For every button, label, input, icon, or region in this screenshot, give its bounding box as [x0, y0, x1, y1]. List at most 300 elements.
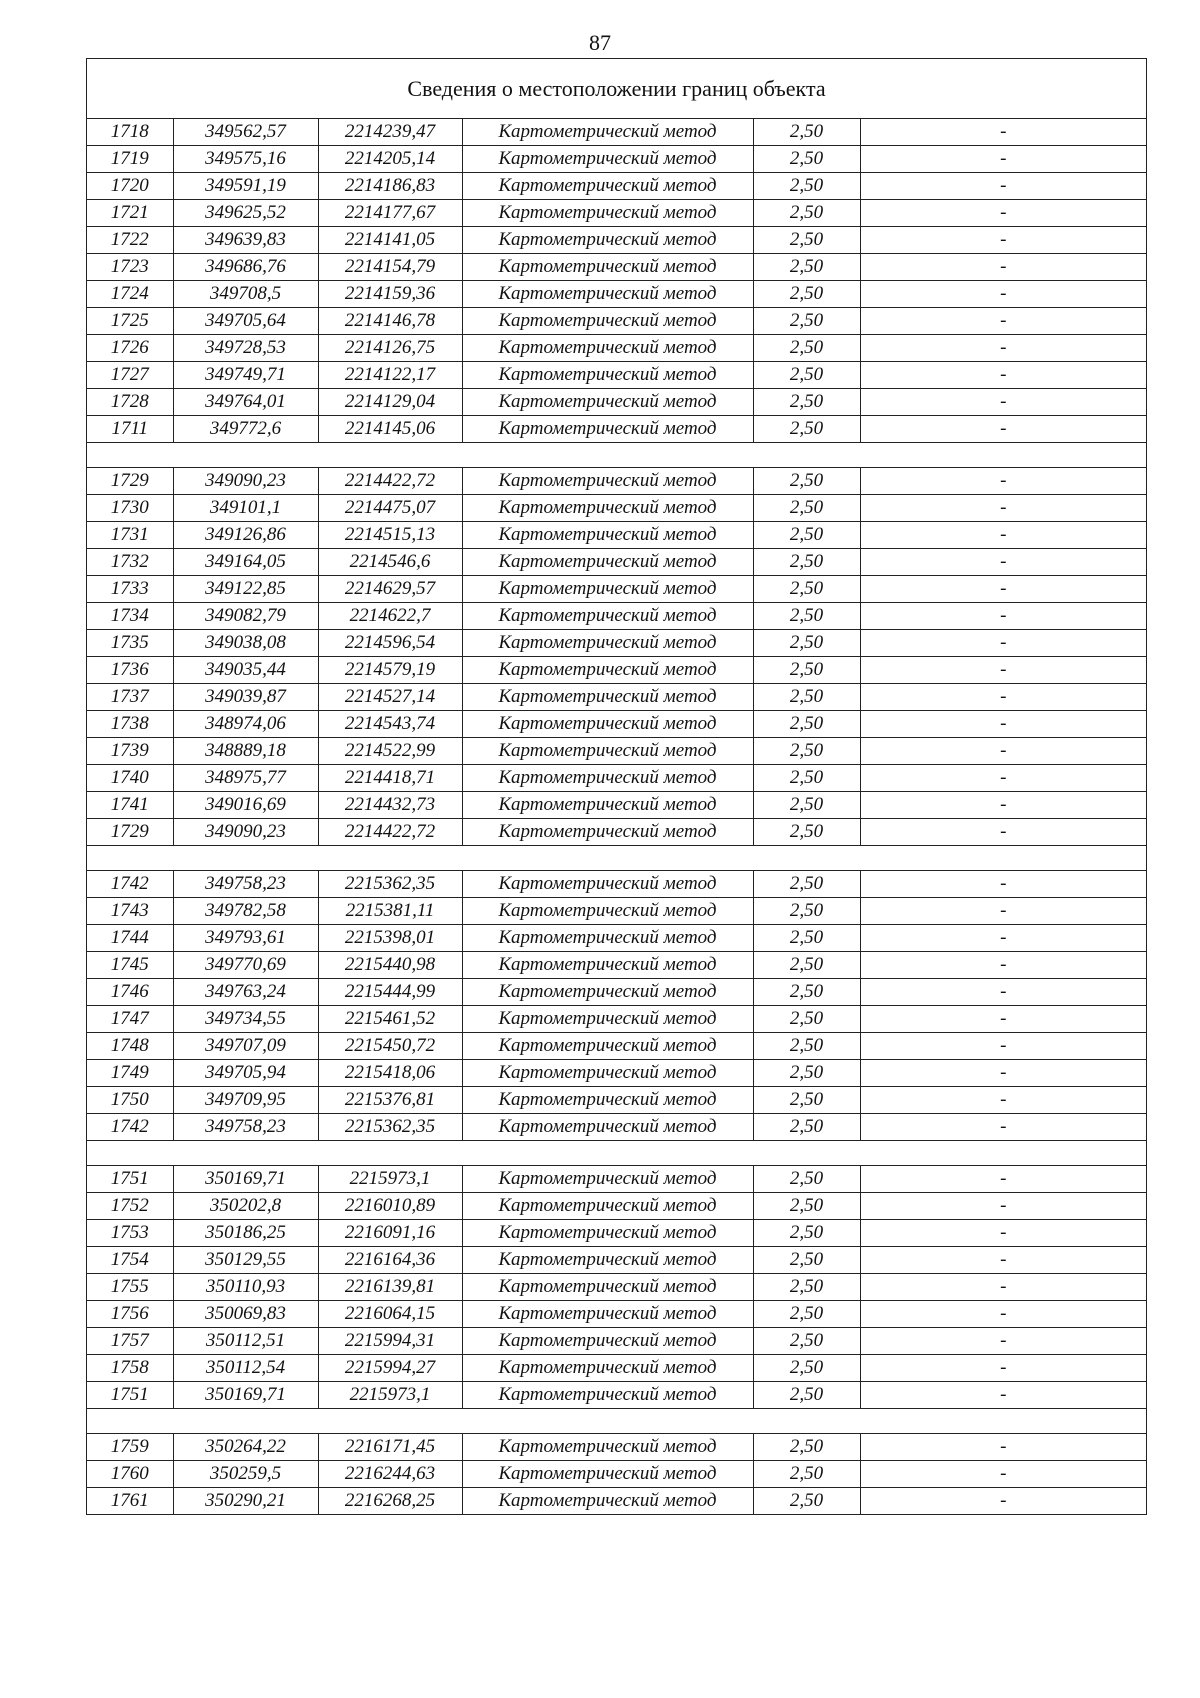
y-coordinate-cell: 2214239,47	[318, 119, 462, 146]
description-cell: -	[860, 119, 1146, 146]
x-coordinate-cell: 349749,71	[173, 362, 318, 389]
accuracy-cell: 2,50	[753, 871, 860, 898]
x-coordinate-cell: 349709,95	[173, 1087, 318, 1114]
accuracy-cell: 2,50	[753, 1193, 860, 1220]
description-cell: -	[860, 1355, 1146, 1382]
description-cell: -	[860, 1328, 1146, 1355]
accuracy-cell: 2,50	[753, 630, 860, 657]
x-coordinate-cell: 349016,69	[173, 792, 318, 819]
y-coordinate-cell: 2216064,15	[318, 1301, 462, 1328]
table-row	[87, 549, 1146, 576]
description-cell: -	[860, 416, 1146, 443]
method-cell: Картометрический метод	[462, 200, 753, 227]
point-number-cell: 1749	[87, 1060, 173, 1087]
x-coordinate-cell: 349782,58	[173, 898, 318, 925]
accuracy-cell: 2,50	[753, 281, 860, 308]
method-cell: Картометрический метод	[462, 146, 753, 173]
description-cell: -	[860, 468, 1146, 495]
table-row	[87, 227, 1146, 254]
description-cell: -	[860, 952, 1146, 979]
x-coordinate-cell: 349772,6	[173, 416, 318, 443]
accuracy-cell: 2,50	[753, 1328, 860, 1355]
section-separator-row	[87, 443, 1146, 468]
method-cell: Картометрический метод	[462, 684, 753, 711]
point-number-cell: 1737	[87, 684, 173, 711]
table-row	[87, 1060, 1146, 1087]
point-number-cell: 1721	[87, 200, 173, 227]
description-cell: -	[860, 1060, 1146, 1087]
y-coordinate-cell: 2214522,99	[318, 738, 462, 765]
accuracy-cell: 2,50	[753, 1220, 860, 1247]
y-coordinate-cell: 2215418,06	[318, 1060, 462, 1087]
table-row	[87, 416, 1146, 443]
table-row	[87, 389, 1146, 416]
description-cell: -	[860, 792, 1146, 819]
separator-cell	[87, 1141, 1146, 1166]
x-coordinate-cell: 348975,77	[173, 765, 318, 792]
description-cell: -	[860, 522, 1146, 549]
method-cell: Картометрический метод	[462, 1220, 753, 1247]
description-cell: -	[860, 1301, 1146, 1328]
method-cell: Картометрический метод	[462, 1274, 753, 1301]
y-coordinate-cell: 2215461,52	[318, 1006, 462, 1033]
description-cell: -	[860, 1488, 1146, 1515]
y-coordinate-cell: 2215450,72	[318, 1033, 462, 1060]
x-coordinate-cell: 349708,5	[173, 281, 318, 308]
y-coordinate-cell: 2215398,01	[318, 925, 462, 952]
section-separator-row	[87, 846, 1146, 871]
point-number-cell: 1738	[87, 711, 173, 738]
point-number-cell: 1722	[87, 227, 173, 254]
x-coordinate-cell: 349639,83	[173, 227, 318, 254]
y-coordinate-cell: 2214126,75	[318, 335, 462, 362]
y-coordinate-cell: 2216139,81	[318, 1274, 462, 1301]
x-coordinate-cell: 349039,87	[173, 684, 318, 711]
description-cell: -	[860, 871, 1146, 898]
x-coordinate-cell: 350069,83	[173, 1301, 318, 1328]
point-number-cell: 1753	[87, 1220, 173, 1247]
point-number-cell: 1746	[87, 979, 173, 1006]
method-cell: Картометрический метод	[462, 1166, 753, 1193]
method-cell: Картометрический метод	[462, 549, 753, 576]
point-number-cell: 1718	[87, 119, 173, 146]
accuracy-cell: 2,50	[753, 389, 860, 416]
table-row	[87, 603, 1146, 630]
x-coordinate-cell: 350186,25	[173, 1220, 318, 1247]
coordinates-table-body	[87, 119, 1146, 1515]
y-coordinate-cell: 2214515,13	[318, 522, 462, 549]
table-title: Сведения о местоположении границ объекта	[87, 59, 1146, 119]
x-coordinate-cell: 349686,76	[173, 254, 318, 281]
accuracy-cell: 2,50	[753, 1382, 860, 1409]
accuracy-cell: 2,50	[753, 1488, 860, 1515]
description-cell: -	[860, 898, 1146, 925]
boundary-table-frame	[86, 58, 1147, 1515]
x-coordinate-cell: 350112,51	[173, 1328, 318, 1355]
y-coordinate-cell: 2214205,14	[318, 146, 462, 173]
y-coordinate-cell: 2214129,04	[318, 389, 462, 416]
accuracy-cell: 2,50	[753, 468, 860, 495]
method-cell: Картометрический метод	[462, 979, 753, 1006]
table-row	[87, 819, 1146, 846]
x-coordinate-cell: 349758,23	[173, 871, 318, 898]
method-cell: Картометрический метод	[462, 335, 753, 362]
description-cell: -	[860, 1461, 1146, 1488]
method-cell: Картометрический метод	[462, 952, 753, 979]
method-cell: Картометрический метод	[462, 495, 753, 522]
accuracy-cell: 2,50	[753, 738, 860, 765]
point-number-cell: 1745	[87, 952, 173, 979]
accuracy-cell: 2,50	[753, 1033, 860, 1060]
table-row	[87, 1382, 1146, 1409]
table-row	[87, 1301, 1146, 1328]
x-coordinate-cell: 349035,44	[173, 657, 318, 684]
point-number-cell: 1734	[87, 603, 173, 630]
table-row	[87, 1461, 1146, 1488]
accuracy-cell: 2,50	[753, 119, 860, 146]
description-cell: -	[860, 576, 1146, 603]
table-row	[87, 952, 1146, 979]
description-cell: -	[860, 1193, 1146, 1220]
table-row	[87, 200, 1146, 227]
accuracy-cell: 2,50	[753, 898, 860, 925]
method-cell: Картометрический метод	[462, 1328, 753, 1355]
accuracy-cell: 2,50	[753, 522, 860, 549]
point-number-cell: 1729	[87, 819, 173, 846]
accuracy-cell: 2,50	[753, 1247, 860, 1274]
x-coordinate-cell: 349591,19	[173, 173, 318, 200]
page-number: 87	[589, 30, 611, 55]
table-row	[87, 765, 1146, 792]
x-coordinate-cell: 349764,01	[173, 389, 318, 416]
x-coordinate-cell: 349728,53	[173, 335, 318, 362]
description-cell: -	[860, 308, 1146, 335]
description-cell: -	[860, 1166, 1146, 1193]
table-row	[87, 979, 1146, 1006]
method-cell: Картометрический метод	[462, 576, 753, 603]
description-cell: -	[860, 389, 1146, 416]
point-number-cell: 1759	[87, 1434, 173, 1461]
method-cell: Картометрический метод	[462, 254, 753, 281]
table-row	[87, 335, 1146, 362]
x-coordinate-cell: 349758,23	[173, 1114, 318, 1141]
accuracy-cell: 2,50	[753, 603, 860, 630]
method-cell: Картометрический метод	[462, 1355, 753, 1382]
section-separator-row	[87, 1409, 1146, 1434]
point-number-cell: 1720	[87, 173, 173, 200]
table-row	[87, 254, 1146, 281]
y-coordinate-cell: 2215444,99	[318, 979, 462, 1006]
table-row	[87, 522, 1146, 549]
point-number-cell: 1732	[87, 549, 173, 576]
y-coordinate-cell: 2215994,31	[318, 1328, 462, 1355]
y-coordinate-cell: 2214527,14	[318, 684, 462, 711]
method-cell: Картометрический метод	[462, 898, 753, 925]
separator-cell	[87, 443, 1146, 468]
method-cell: Картометрический метод	[462, 711, 753, 738]
description-cell: -	[860, 1220, 1146, 1247]
method-cell: Картометрический метод	[462, 603, 753, 630]
table-row	[87, 657, 1146, 684]
x-coordinate-cell: 349770,69	[173, 952, 318, 979]
description-cell: -	[860, 281, 1146, 308]
method-cell: Картометрический метод	[462, 119, 753, 146]
y-coordinate-cell: 2214629,57	[318, 576, 462, 603]
y-coordinate-cell: 2216164,36	[318, 1247, 462, 1274]
y-coordinate-cell: 2214475,07	[318, 495, 462, 522]
accuracy-cell: 2,50	[753, 1087, 860, 1114]
method-cell: Картометрический метод	[462, 389, 753, 416]
accuracy-cell: 2,50	[753, 952, 860, 979]
point-number-cell: 1761	[87, 1488, 173, 1515]
description-cell: -	[860, 819, 1146, 846]
point-number-cell: 1729	[87, 468, 173, 495]
method-cell: Картометрический метод	[462, 925, 753, 952]
x-coordinate-cell: 350259,5	[173, 1461, 318, 1488]
x-coordinate-cell: 350202,8	[173, 1193, 318, 1220]
point-number-cell: 1726	[87, 335, 173, 362]
description-cell: -	[860, 200, 1146, 227]
point-number-cell: 1748	[87, 1033, 173, 1060]
description-cell: -	[860, 254, 1146, 281]
y-coordinate-cell: 2214154,79	[318, 254, 462, 281]
method-cell: Картометрический метод	[462, 1434, 753, 1461]
point-number-cell: 1739	[87, 738, 173, 765]
description-cell: -	[860, 335, 1146, 362]
table-row	[87, 1193, 1146, 1220]
method-cell: Картометрический метод	[462, 738, 753, 765]
y-coordinate-cell: 2216244,63	[318, 1461, 462, 1488]
table-row	[87, 1488, 1146, 1515]
point-number-cell: 1750	[87, 1087, 173, 1114]
y-coordinate-cell: 2214141,05	[318, 227, 462, 254]
point-number-cell: 1751	[87, 1382, 173, 1409]
method-cell: Картометрический метод	[462, 1060, 753, 1087]
y-coordinate-cell: 2214159,36	[318, 281, 462, 308]
y-coordinate-cell: 2214177,67	[318, 200, 462, 227]
x-coordinate-cell: 349763,24	[173, 979, 318, 1006]
table-row	[87, 576, 1146, 603]
y-coordinate-cell: 2215362,35	[318, 1114, 462, 1141]
method-cell: Картометрический метод	[462, 1247, 753, 1274]
description-cell: -	[860, 1382, 1146, 1409]
table-row	[87, 1434, 1146, 1461]
point-number-cell: 1757	[87, 1328, 173, 1355]
accuracy-cell: 2,50	[753, 1166, 860, 1193]
point-number-cell: 1742	[87, 871, 173, 898]
table-row	[87, 684, 1146, 711]
method-cell: Картометрический метод	[462, 416, 753, 443]
point-number-cell: 1725	[87, 308, 173, 335]
y-coordinate-cell: 2214546,6	[318, 549, 462, 576]
accuracy-cell: 2,50	[753, 146, 860, 173]
table-row	[87, 173, 1146, 200]
method-cell: Картометрический метод	[462, 657, 753, 684]
method-cell: Картометрический метод	[462, 1461, 753, 1488]
method-cell: Картометрический метод	[462, 362, 753, 389]
description-cell: -	[860, 1114, 1146, 1141]
method-cell: Картометрический метод	[462, 468, 753, 495]
table-row	[87, 1247, 1146, 1274]
point-number-cell: 1760	[87, 1461, 173, 1488]
x-coordinate-cell: 349625,52	[173, 200, 318, 227]
x-coordinate-cell: 349705,64	[173, 308, 318, 335]
y-coordinate-cell: 2214418,71	[318, 765, 462, 792]
x-coordinate-cell: 349793,61	[173, 925, 318, 952]
description-cell: -	[860, 1274, 1146, 1301]
accuracy-cell: 2,50	[753, 1274, 860, 1301]
description-cell: -	[860, 1247, 1146, 1274]
table-row	[87, 495, 1146, 522]
point-number-cell: 1735	[87, 630, 173, 657]
method-cell: Картометрический метод	[462, 871, 753, 898]
table-row	[87, 308, 1146, 335]
accuracy-cell: 2,50	[753, 657, 860, 684]
description-cell: -	[860, 603, 1146, 630]
y-coordinate-cell: 2215381,11	[318, 898, 462, 925]
point-number-cell: 1743	[87, 898, 173, 925]
table-row	[87, 362, 1146, 389]
y-coordinate-cell: 2214422,72	[318, 468, 462, 495]
accuracy-cell: 2,50	[753, 1355, 860, 1382]
x-coordinate-cell: 349575,16	[173, 146, 318, 173]
method-cell: Картометрический метод	[462, 792, 753, 819]
table-row	[87, 711, 1146, 738]
accuracy-cell: 2,50	[753, 1006, 860, 1033]
table-row	[87, 146, 1146, 173]
y-coordinate-cell: 2215440,98	[318, 952, 462, 979]
table-row	[87, 281, 1146, 308]
accuracy-cell: 2,50	[753, 495, 860, 522]
accuracy-cell: 2,50	[753, 549, 860, 576]
accuracy-cell: 2,50	[753, 1114, 860, 1141]
accuracy-cell: 2,50	[753, 227, 860, 254]
accuracy-cell: 2,50	[753, 684, 860, 711]
y-coordinate-cell: 2214579,19	[318, 657, 462, 684]
y-coordinate-cell: 2215994,27	[318, 1355, 462, 1382]
table-row	[87, 119, 1146, 146]
description-cell: -	[860, 495, 1146, 522]
point-number-cell: 1742	[87, 1114, 173, 1141]
accuracy-cell: 2,50	[753, 308, 860, 335]
point-number-cell: 1727	[87, 362, 173, 389]
accuracy-cell: 2,50	[753, 765, 860, 792]
point-number-cell: 1723	[87, 254, 173, 281]
x-coordinate-cell: 349090,23	[173, 819, 318, 846]
accuracy-cell: 2,50	[753, 711, 860, 738]
x-coordinate-cell: 349734,55	[173, 1006, 318, 1033]
accuracy-cell: 2,50	[753, 576, 860, 603]
accuracy-cell: 2,50	[753, 925, 860, 952]
table-row	[87, 925, 1146, 952]
accuracy-cell: 2,50	[753, 335, 860, 362]
x-coordinate-cell: 348889,18	[173, 738, 318, 765]
method-cell: Картометрический метод	[462, 1488, 753, 1515]
x-coordinate-cell: 350110,93	[173, 1274, 318, 1301]
table-row	[87, 1328, 1146, 1355]
point-number-cell: 1741	[87, 792, 173, 819]
description-cell: -	[860, 1033, 1146, 1060]
table-row	[87, 871, 1146, 898]
accuracy-cell: 2,50	[753, 792, 860, 819]
accuracy-cell: 2,50	[753, 254, 860, 281]
method-cell: Картометрический метод	[462, 1087, 753, 1114]
method-cell: Картометрический метод	[462, 1193, 753, 1220]
table-row	[87, 1033, 1146, 1060]
description-cell: -	[860, 657, 1146, 684]
method-cell: Картометрический метод	[462, 1114, 753, 1141]
description-cell: -	[860, 711, 1146, 738]
description-cell: -	[860, 227, 1146, 254]
y-coordinate-cell: 2214596,54	[318, 630, 462, 657]
accuracy-cell: 2,50	[753, 416, 860, 443]
y-coordinate-cell: 2215973,1	[318, 1166, 462, 1193]
accuracy-cell: 2,50	[753, 173, 860, 200]
x-coordinate-cell: 349707,09	[173, 1033, 318, 1060]
x-coordinate-cell: 349082,79	[173, 603, 318, 630]
separator-cell	[87, 846, 1146, 871]
y-coordinate-cell: 2215362,35	[318, 871, 462, 898]
point-number-cell: 1756	[87, 1301, 173, 1328]
point-number-cell: 1719	[87, 146, 173, 173]
method-cell: Картометрический метод	[462, 630, 753, 657]
description-cell: -	[860, 1434, 1146, 1461]
method-cell: Картометрический метод	[462, 1033, 753, 1060]
point-number-cell: 1752	[87, 1193, 173, 1220]
accuracy-cell: 2,50	[753, 819, 860, 846]
y-coordinate-cell: 2214422,72	[318, 819, 462, 846]
description-cell: -	[860, 925, 1146, 952]
y-coordinate-cell: 2214432,73	[318, 792, 462, 819]
method-cell: Картометрический метод	[462, 1382, 753, 1409]
y-coordinate-cell: 2214122,17	[318, 362, 462, 389]
x-coordinate-cell: 349562,57	[173, 119, 318, 146]
x-coordinate-cell: 349126,86	[173, 522, 318, 549]
table-row	[87, 1114, 1146, 1141]
description-cell: -	[860, 362, 1146, 389]
point-number-cell: 1747	[87, 1006, 173, 1033]
accuracy-cell: 2,50	[753, 1434, 860, 1461]
y-coordinate-cell: 2215376,81	[318, 1087, 462, 1114]
x-coordinate-cell: 350129,55	[173, 1247, 318, 1274]
section-separator-row	[87, 1141, 1146, 1166]
point-number-cell: 1751	[87, 1166, 173, 1193]
point-number-cell: 1733	[87, 576, 173, 603]
point-number-cell: 1730	[87, 495, 173, 522]
table-row	[87, 1220, 1146, 1247]
x-coordinate-cell: 349101,1	[173, 495, 318, 522]
accuracy-cell: 2,50	[753, 979, 860, 1006]
table-row	[87, 1274, 1146, 1301]
description-cell: -	[860, 765, 1146, 792]
table-row	[87, 1166, 1146, 1193]
description-cell: -	[860, 1006, 1146, 1033]
x-coordinate-cell: 350112,54	[173, 1355, 318, 1382]
accuracy-cell: 2,50	[753, 200, 860, 227]
point-number-cell: 1736	[87, 657, 173, 684]
point-number-cell: 1744	[87, 925, 173, 952]
method-cell: Картометрический метод	[462, 819, 753, 846]
table-row	[87, 1355, 1146, 1382]
table-row	[87, 792, 1146, 819]
description-cell: -	[860, 549, 1146, 576]
point-number-cell: 1754	[87, 1247, 173, 1274]
x-coordinate-cell: 350169,71	[173, 1382, 318, 1409]
y-coordinate-cell: 2216091,16	[318, 1220, 462, 1247]
point-number-cell: 1731	[87, 522, 173, 549]
y-coordinate-cell: 2214145,06	[318, 416, 462, 443]
table-row	[87, 630, 1146, 657]
